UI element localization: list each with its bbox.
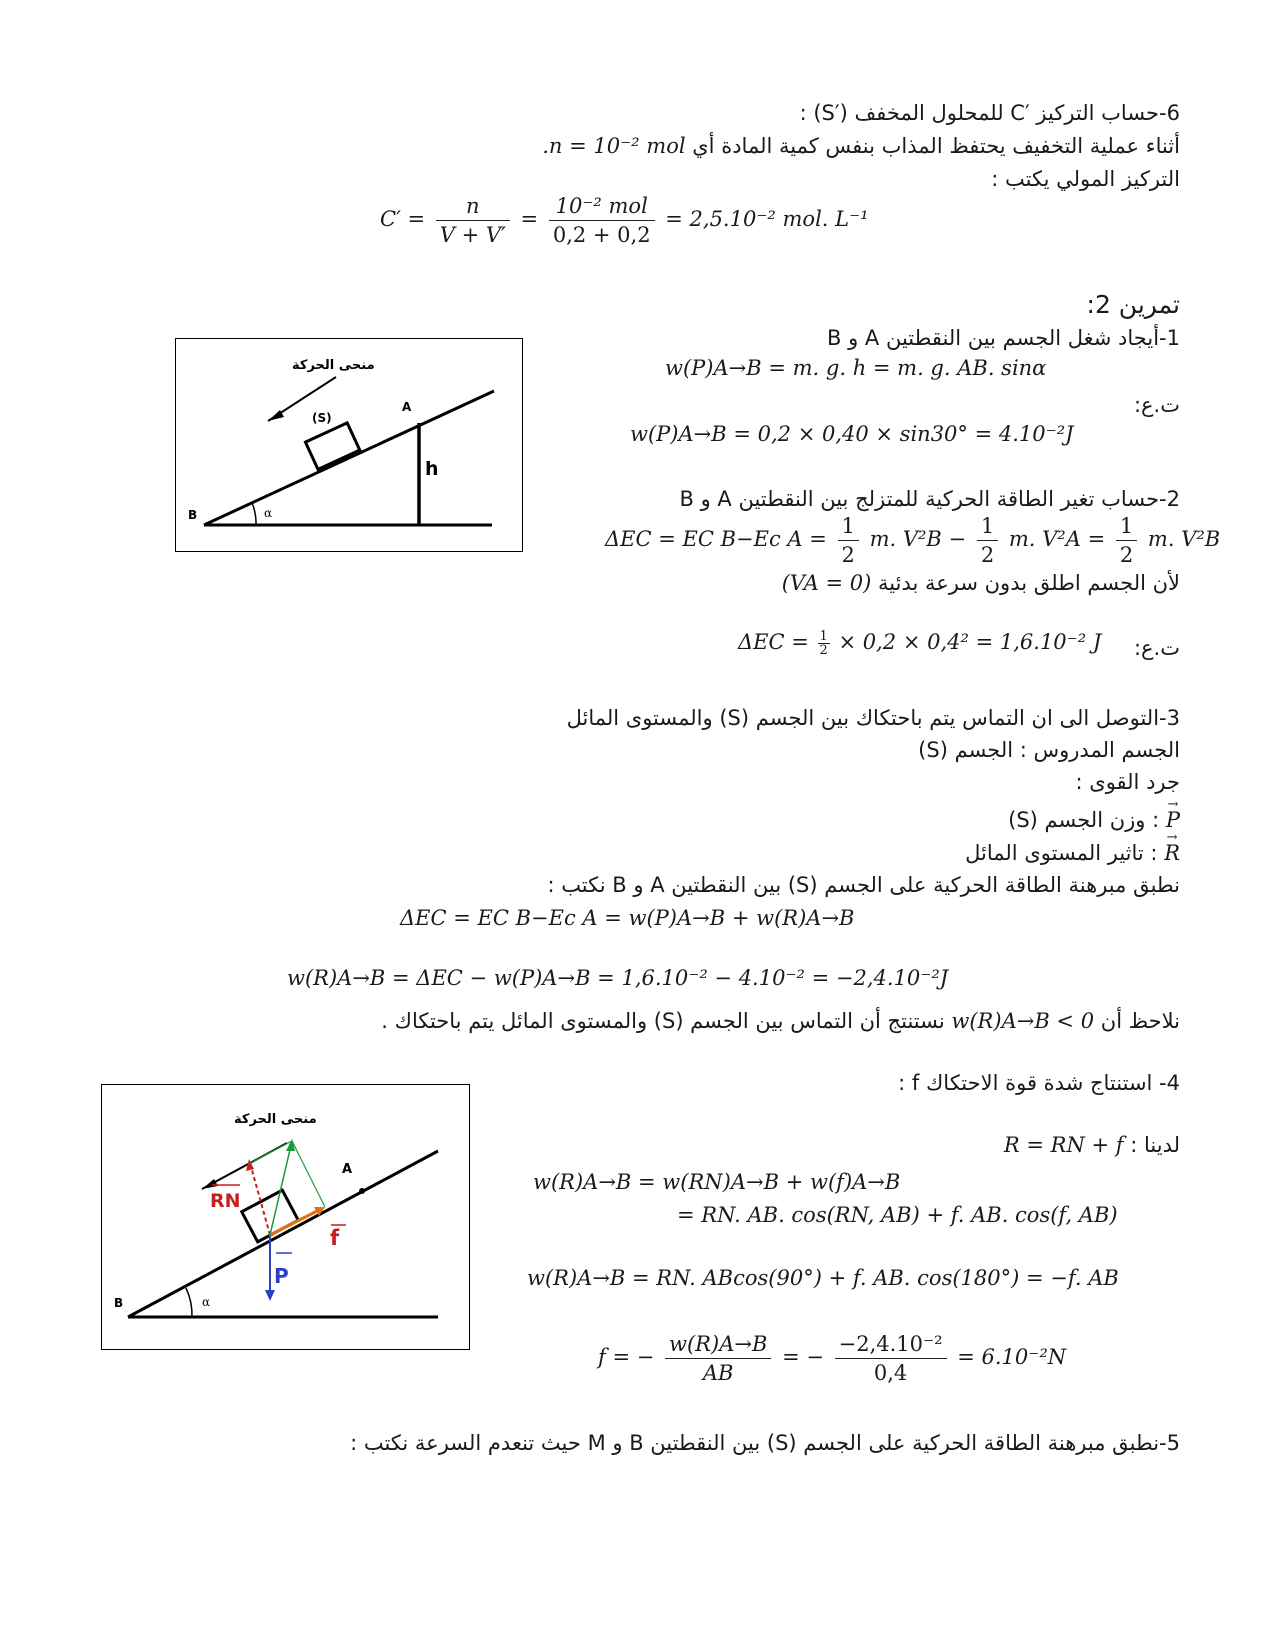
q2-note: لأن الجسم اطلق بدون سرعة بدئية (VA = 0) [781, 571, 1180, 595]
q3-studied: الجسم المدروس : الجسم (S) [918, 738, 1180, 762]
q2-title: 2-حساب تغير الطاقة الحركية للمتزلج بين النقطتين A و B [679, 487, 1180, 511]
angle-arc [252, 503, 256, 525]
body-s-block [305, 423, 359, 470]
figure-forces [101, 1084, 470, 1350]
q4-have: لدينا : R = RN + f [1003, 1133, 1180, 1157]
eq-c-lhs: C′ = [380, 207, 426, 231]
q3-eq1: ΔEC = EC B−Ec A = w(P)A→B + w(R)A→B [400, 906, 855, 930]
section6-title: 6-حساب التركيز ′C للمحلول المخفف (′S) : [799, 101, 1180, 125]
q5-title: 5-نطبق مبرهنة الطاقة الحركية على الجسم (S) بين النقطتين B و M حيث تنعدم السرعة نكتب : [350, 1431, 1180, 1455]
q3-title: 3-التوصل الى ان التماس يتم باحتكاك بين الجسم (S) والمستوى المائل [566, 706, 1180, 730]
q2-eq1: ΔEC = EC B−Ec A = $\frac{1}{2}$ m. V²B − $\frac{1}{2}$ m. V²A = $\frac{1}{2}$ m. V²B [605, 514, 1221, 567]
q3-conclusion: نلاحظ أن w(R)A→B < 0 نستنتج أن التماس بين الجسم (S) والمستوى المائل يتم باحتكاك . [381, 1009, 1180, 1033]
figure1-height: h [425, 458, 439, 480]
figure1-angle: α [264, 506, 273, 520]
q2-eq-numeric: ΔEC = $\frac{1}{2}$ × 0,2 × 0,4² = 1,6.10⁻² J [738, 629, 1102, 658]
q3-force-r: → R : تاثير المستوى المائل [965, 838, 1180, 868]
figure1-motion-label: منحى الحركة [292, 358, 375, 373]
section6-line2: التركيز المولي يكتب : [991, 167, 1180, 191]
angle-arc-2 [186, 1288, 192, 1317]
figure-inclined-plane [175, 338, 523, 552]
q2-te-line: ت.ع: [1133, 636, 1180, 660]
q4-eq2: = RN. AB. cos(RN, AB) + f. AB. cos(f, AB) [677, 1203, 1118, 1227]
figure2-point-a: A [342, 1162, 353, 1177]
q4-eq1: w(R)A→B = w(RN)A→B + w(f)A→B [533, 1170, 901, 1194]
q3-forces: جرد القوى : [1075, 770, 1180, 794]
q4-f-equation: f = − $\frac{w(R)A\to B}{AB}$ = − $\frac{\text{−2,4.10⁻²}}{0,4}$ = 6.10⁻²N [598, 1332, 1067, 1385]
eq-c-frac1: $\frac{n}{V + V'}$ [436, 192, 510, 249]
exercise2-title: تمرين 2: [1086, 290, 1180, 319]
figure2-angle: α [202, 1295, 211, 1309]
q3-apply: نطبق مبرهنة الطاقة الحركية على الجسم (S) بين النقطتين A و B نكتب : [547, 873, 1180, 897]
q1-eq1: w(P)A→B = m. g. h = m. g. AB. sinα [665, 356, 1047, 380]
q1-te-label: ت.ع: [1133, 393, 1180, 417]
section6-line1-math: n = 10⁻² mol. [542, 134, 686, 158]
eq-c-frac2: $\frac{\text{10⁻² mol}}{0,2 + 0,2}$ [549, 192, 655, 249]
figure1-svg [176, 339, 522, 551]
point-a-dot [359, 1188, 365, 1194]
section6-line1 [542, 131, 1180, 161]
figure2-rn-label: RN [210, 1190, 241, 1212]
motion-arrowhead-2 [202, 1179, 218, 1189]
q1-title: 1-أيجاد شغل الجسم بين النقطتين A و B [827, 326, 1180, 350]
figure2-f-label: f [330, 1226, 340, 1250]
q4-title: 4- استنتاج شدة قوة الاحتكاك f : [898, 1071, 1180, 1095]
eq-c-rhs: = 2,5.10⁻² mol. L⁻¹ [665, 207, 869, 231]
concentration-equation: C′ = $\frac{n}{V + V'}$ = $\frac{\text{10⁻² mol}}{0,2 + 0,2}$ = 2,5.10⁻² mol. L⁻¹ [380, 194, 869, 247]
figure2-motion-label: منحى الحركة [234, 1112, 317, 1127]
q3-force-p: → P : وزن الجسم (S) [1008, 805, 1180, 835]
q4-eq3: w(R)A→B = RN. ABcos(90°) + f. AB. cos(180°) = −f. AB [527, 1266, 1119, 1290]
q3-eq2: w(R)A→B = ΔEC − w(P)A→B = 1,6.10⁻² − 4.10⁻² = −2,4.10⁻²J [287, 966, 949, 990]
figure1-body-label: (S) [312, 411, 332, 425]
incline-line-2 [128, 1151, 438, 1317]
figure2-p-label: P [274, 1264, 289, 1288]
q1-eq2: w(P)A→B = 0,2 × 0,40 × sin30° = 4.10⁻²J [630, 422, 1074, 446]
figure1-point-a: A [402, 400, 412, 414]
figure2-svg [102, 1085, 469, 1349]
section6-line1-text: أثناء عملية التخفيف يحتفظ المذاب بنفس كمية المادة أي [692, 134, 1180, 158]
incline-line [204, 391, 494, 525]
figure2-point-b: B [114, 1296, 124, 1310]
figure1-point-b: B [188, 508, 198, 522]
